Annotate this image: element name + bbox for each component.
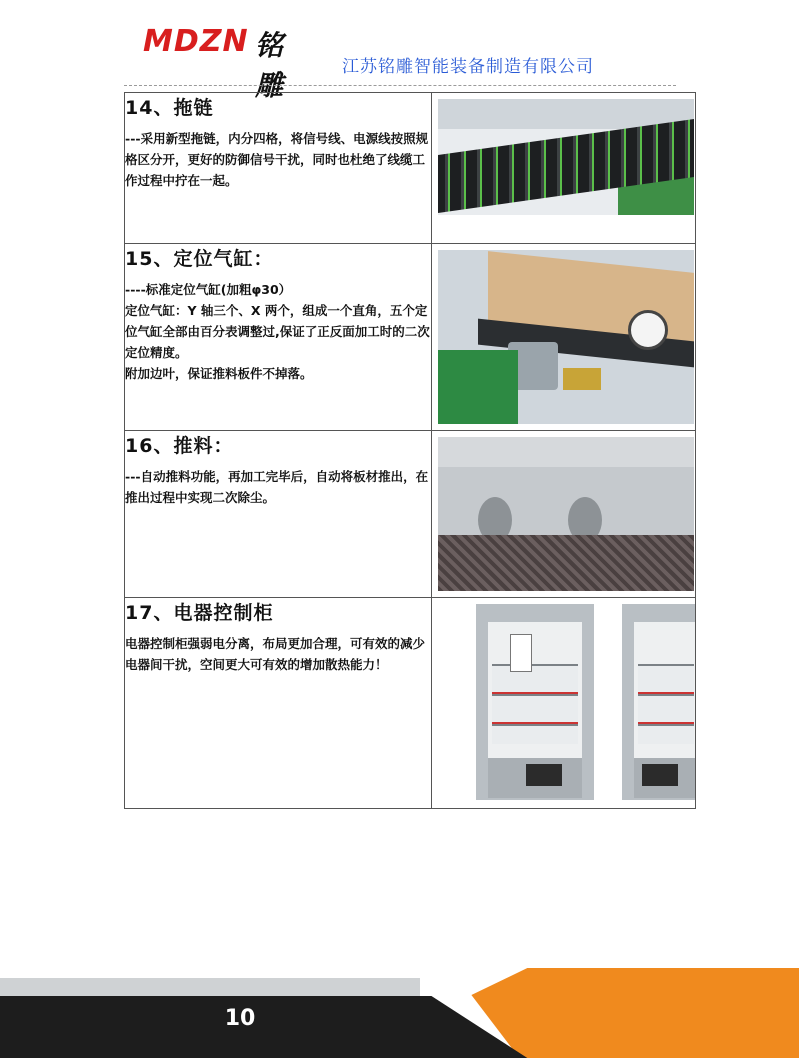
section-body-line: 定位气缸：Y 轴三个、X 两个，组成一个直角，五个定位气缸全部由百分表调整过,保证了正反面加工时的二次定位精度。 <box>125 303 430 360</box>
table-row <box>125 431 696 598</box>
section-title: 17、电器控制柜 <box>125 602 274 624</box>
section-body: ---自动推料功能，再加工完毕后，自动将板材推出，在推出过程中实现二次除尘。 <box>125 469 429 505</box>
image-cell <box>431 598 696 809</box>
text-cell <box>125 244 432 431</box>
section-title: 14、拖链 <box>125 97 214 119</box>
text-cell <box>125 431 432 598</box>
positioning-cylinder-photo <box>438 250 694 424</box>
control-cabinet-photo <box>476 604 594 800</box>
drag-chain-photo <box>438 99 694 215</box>
company-name: 江苏铭雕智能装备制造有限公司 <box>342 57 594 77</box>
table-row <box>125 93 696 244</box>
image-cell <box>431 431 696 598</box>
table-row <box>125 244 696 431</box>
text-cell <box>125 93 432 244</box>
header-divider <box>124 85 676 86</box>
table-row <box>125 598 696 809</box>
section-body: ---采用新型拖链，内分四格，将信号线、电源线按照规格区分开，更好的防御信号干扰，同时也杜绝了线缆工作过程中拧在一起。 <box>125 131 429 188</box>
logo-latin: MDZN <box>143 24 249 59</box>
section-body-line: ----标准定位气缸(加粗φ30） <box>125 282 292 297</box>
image-cell <box>431 244 696 431</box>
section-body-line: 附加边叶，保证推料板件不掉落。 <box>125 366 313 381</box>
section-body: 电器控制柜强弱电分离，布局更加合理，可有效的减少电器间干扰，空间更大可有效的增加散热能力！ <box>125 636 426 672</box>
pusher-photo <box>438 437 694 591</box>
feature-table <box>124 92 696 809</box>
control-cabinet-photo <box>622 604 696 800</box>
image-cell <box>431 93 696 244</box>
text-cell <box>125 598 432 809</box>
section-title: 15、定位气缸： <box>125 248 274 270</box>
page-number: 10 <box>224 1006 256 1031</box>
section-title: 16、推料： <box>125 435 234 457</box>
logo-chinese: 铭雕 <box>255 29 284 102</box>
